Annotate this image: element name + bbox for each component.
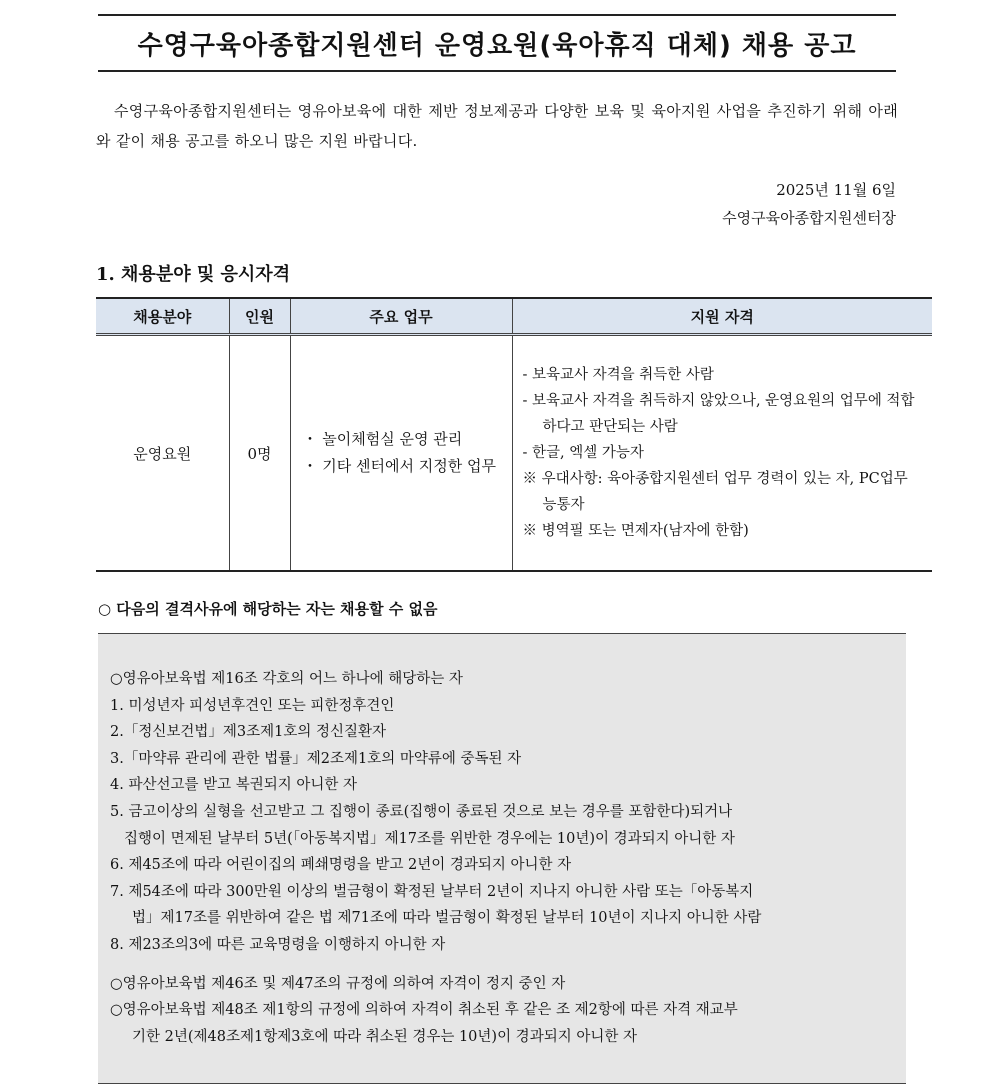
qualification-item: - 보육교사 자격을 취득하지 않았으나, 운영요원의 업무에 적합하다고 판단되는 사람 <box>522 393 915 435</box>
duty-item: ・ 기타 센터에서 지정한 업무 <box>302 457 496 475</box>
qualifications-list <box>513 362 933 544</box>
header-duties: 주요 업무 <box>290 298 512 335</box>
cell-qualifications <box>512 335 932 572</box>
table-row <box>96 335 932 572</box>
header-field: 채용분야 <box>96 298 229 335</box>
disqualification-line: ○영유아보육법 제16조 각호의 어느 하나에 해당하는 자 <box>110 671 463 687</box>
header-qualifications: 지원 자격 <box>512 298 932 335</box>
disqualification-line: 1. 미성년자 피성년후견인 또는 피한정후견인 <box>110 697 395 714</box>
disqualification-line: 2.「정신보건법」제3조제1호의 정신질환자 <box>110 724 386 741</box>
duty-item: ・ 놀이체험실 운영 관리 <box>302 430 463 448</box>
title-bar <box>98 14 896 72</box>
disqualification-line: ○영유아보육법 제46조 및 제47조의 규정에 의하여 자격이 정지 중인 자 <box>110 975 566 992</box>
disqualification-line: 7. 제54조에 따라 300만원 이상의 벌금형이 확정된 날부터 2년이 지나지 아니한 사람 또는「아동복지 <box>110 883 754 900</box>
spacer <box>110 959 896 971</box>
section-1-heading: 1. 채용분야 및 응시자격 <box>96 264 291 285</box>
intro-paragraph: 수영구육아종합지원센터는 영유아보육에 대한 제반 정보제공과 다양한 보육 및 육아지원 사업을 추진하기 위해 아래와 같이 채용 공고를 하오니 많은 지원 바랍니다. <box>96 102 898 150</box>
duties-list <box>291 426 512 480</box>
header-count: 인원 <box>229 298 290 335</box>
disqualification-line: 8. 제23조의3에 따른 교육명령을 이행하지 아니한 자 <box>110 936 446 953</box>
qualification-item: ※ 병역필 또는 면제자(남자에 한함) <box>522 523 749 539</box>
disqualification-line: 집행이 면제된 날부터 5년(「아동복지법」제17조를 위반한 경우에는 10년)이 경과되지 아니한 자 <box>124 830 735 847</box>
qualification-item: - 보육교사 자격을 취득한 사람 <box>522 367 714 383</box>
disqualification-box <box>98 633 906 1084</box>
page-title: 수영구육아종합지원센터 운영요원(육아휴직 대체) 채용 공고 <box>137 30 857 61</box>
issuer-name: 수영구육아종합지원센터장 <box>722 209 896 227</box>
cell-duties <box>290 335 512 572</box>
disqualification-line: 법」제17조를 위반하여 같은 법 제71조에 따라 벌금형이 확정된 날부터 10년이 지나지 아니한 사람 <box>132 910 762 927</box>
disqualification-line: 3.「마약류 관리에 관한 법률」제2조제1호의 마약류에 중독된 자 <box>110 750 522 767</box>
qualification-item: - 한글, 엑셀 가능자 <box>522 445 644 461</box>
cell-count: 0명 <box>229 335 290 572</box>
recruitment-table <box>96 297 932 572</box>
disqualification-line: ○영유아보육법 제48조 제1항의 규정에 의하여 자격이 취소된 후 같은 조 제2항에 따른 자격 재교부 <box>110 1002 738 1019</box>
disqualification-line: 6. 제45조에 따라 어린이집의 폐쇄명령을 받고 2년이 경과되지 아니한 자 <box>110 857 572 874</box>
disqualification-line: 4. 파산선고를 받고 복권되지 아니한 자 <box>110 777 357 794</box>
disqualification-line: 기한 2년(제48조제1항제3호에 따라 취소된 경우는 10년)이 경과되지 아니한 자 <box>132 1028 637 1045</box>
table-header-row <box>96 298 932 335</box>
disqualification-heading: ○ 다음의 결격사유에 해당하는 자는 채용할 수 없음 <box>98 600 438 618</box>
announcement-date: 2025년 11월 6일 <box>776 181 896 199</box>
qualification-item: ※ 우대사항: 육아종합지원센터 업무 경력이 있는 자, PC업무 능통자 <box>522 471 908 513</box>
cell-field: 운영요원 <box>96 335 229 572</box>
disqualification-line: 5. 금고이상의 실형을 선고받고 그 집행이 종료(집행이 종료된 것으로 보는 경우를 포함한다)되거나 <box>110 803 733 820</box>
